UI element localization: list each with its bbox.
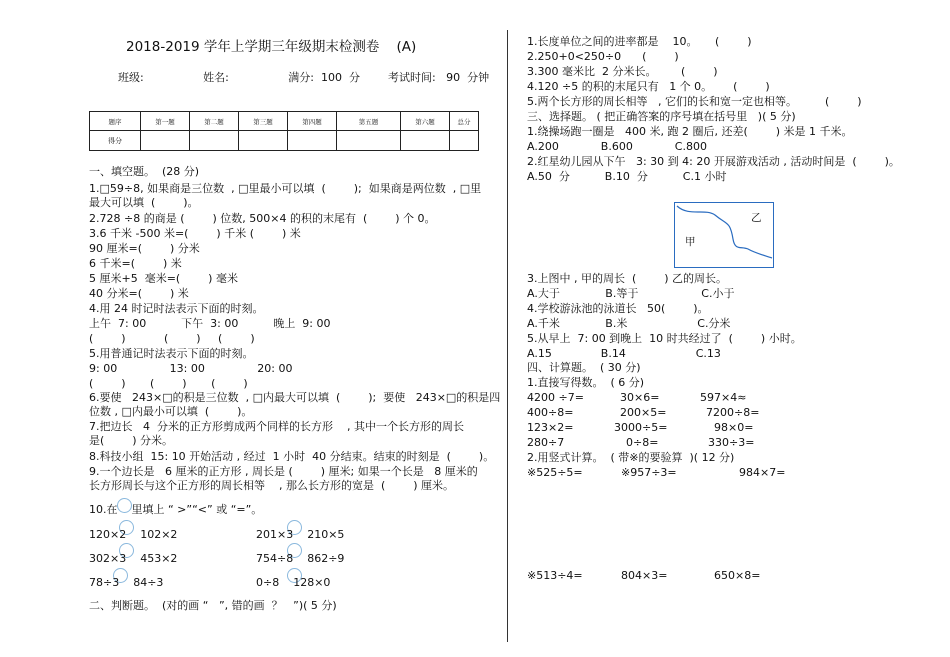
score-cell[interactable] <box>401 131 450 151</box>
score-header: 总分 <box>450 112 479 131</box>
compare-item: 120×2 102×2 <box>89 528 178 541</box>
section-heading: 一、填空题。 (28 分) <box>89 165 200 178</box>
region-label-jia: 甲 <box>685 236 696 248</box>
question-line: 是( ) 分米。 <box>89 434 174 447</box>
calc-item: 0÷8= <box>626 436 659 449</box>
question-line: 10.在 里填上 “ >”“<” 或 “=”。 <box>89 503 263 516</box>
calc-item: 400÷8= <box>527 406 574 419</box>
question-line: 1.□59÷8, 如果商是三位数 , □里最小可以填 ( ); 如果商是两位数 , □里 <box>89 182 482 195</box>
calc-item: 30×6= <box>620 391 660 404</box>
question-line: 7.把边长 4 分米的正方形剪成两个同样的长方形 , 其中一个长方形的周长 <box>89 420 464 433</box>
question-line: 1.直接写得数。 ( 6 分) <box>527 376 645 389</box>
question-line: 3.上图中 , 甲的周长 ( ) 乙的周长。 <box>527 272 728 285</box>
question-line: 2.250+0<250÷0 ( ) <box>527 50 679 63</box>
section-heading: 三、选择题。 ( 把正确答案的序号填在括号里 )( 5 分) <box>527 110 796 123</box>
calc-item: 330÷3= <box>708 436 755 449</box>
calc-item: 650×8= <box>714 569 761 582</box>
exam-info: 班级: 姓名: 满分: 100 分 考试时间: 90 分钟 <box>118 71 490 84</box>
score-header: 第四题 <box>288 112 337 131</box>
question-line: 4.用 24 时记时法表示下面的时刻。 <box>89 302 264 315</box>
question-line: 长方形周长与这个正方形的周长相等 , 那么长方形的宽是 ( ) 厘米。 <box>89 479 455 492</box>
calc-item: ※513÷4= <box>527 569 583 582</box>
question-line: 9.一个边长是 6 厘米的正方形 , 周长是 ( ) 厘米; 如果一个长是 8 厘米的 <box>89 465 478 478</box>
question-line: 5.两个长方形的周长相等 , 它们的长和宽一定也相等。 ( ) <box>527 95 862 108</box>
calc-item: 804×3= <box>621 569 668 582</box>
question-line: 5 厘米+5 毫米=( ) 毫米 <box>89 272 238 285</box>
calc-item: 98×0= <box>714 421 754 434</box>
column-divider <box>507 30 508 642</box>
question-line: 6.要使 243×□的积是三位数 , □内最大可以填 ( ); 要使 243×□的积是四 <box>89 391 501 404</box>
question-line: 1.绕操场跑一圈是 400 米, 跑 2 圈后, 还差( ) 米是 1 千米。 <box>527 125 853 138</box>
calc-item: 200×5= <box>620 406 667 419</box>
compare-item: 0÷8 128×0 <box>256 576 331 589</box>
score-row-label: 得分 <box>90 131 141 151</box>
score-cell[interactable] <box>190 131 239 151</box>
question-line: 40 分米=( ) 米 <box>89 287 189 300</box>
calc-item: 4200 ÷7= <box>527 391 584 404</box>
compare-item: 302×3 453×2 <box>89 552 178 565</box>
score-cell[interactable] <box>288 131 337 151</box>
question-line: A.15 B.14 C.13 <box>527 347 721 360</box>
calc-item: ※957÷3= <box>621 466 677 479</box>
exam-title: 2018-2019 学年上学期三年级期末检测卷 (A) <box>126 39 417 55</box>
calc-item: 984×7= <box>739 466 786 479</box>
question-line: A.大于 B.等于 C.小于 <box>527 287 735 300</box>
question-line: 2.红星幼儿园从下午 3: 30 到 4: 20 开展游戏活动 , 活动时间是 ( )。 <box>527 155 900 168</box>
calc-item: 3000÷5= <box>614 421 668 434</box>
score-cell[interactable] <box>141 131 190 151</box>
score-table <box>89 111 479 151</box>
question-line: ( ) ( ) ( ) <box>89 332 255 345</box>
score-header: 第二题 <box>190 112 239 131</box>
question-line: 4.学校游泳池的泳道长 50( )。 <box>527 302 709 315</box>
question-line: 5.从早上 7: 00 到晚上 10 时共经过了 ( ) 小时。 <box>527 332 802 345</box>
score-cell[interactable] <box>239 131 288 151</box>
compare-item: 754÷8 862÷9 <box>256 552 345 565</box>
score-header: 第六题 <box>401 112 450 131</box>
question-line: 5.用普通记时法表示下面的时刻。 <box>89 347 254 360</box>
score-header: 第一题 <box>141 112 190 131</box>
question-line: 3.300 毫米比 2 分米长。 ( ) <box>527 65 718 78</box>
question-line: 上午 7: 00 下午 3: 00 晚上 9: 00 <box>89 317 331 330</box>
question-line: A.200 B.600 C.800 <box>527 140 707 153</box>
question-line: 6 千米=( ) 米 <box>89 257 182 270</box>
section-heading: 四、计算题。 ( 30 分) <box>527 361 641 374</box>
question-line: A.50 分 B.10 分 C.1 小时 <box>527 170 727 183</box>
question-line: 8.科技小组 15: 10 开始活动 , 经过 1 小时 40 分结束。结束的时刻是 ( )。 <box>89 450 495 463</box>
question-line: 2.用竖式计算。 ( 带※的要验算 )( 12 分) <box>527 451 735 464</box>
question-line: 4.120 ÷5 的积的末尾只有 1 个 0。 ( ) <box>527 80 770 93</box>
score-header: 第三题 <box>239 112 288 131</box>
question-line: ( ) ( ) ( ) <box>89 377 248 390</box>
question-line: 2.728 ÷8 的商是 ( ) 位数, 500×4 的积的末尾有 ( ) 个 0。 <box>89 212 436 225</box>
question-line: 3.6 千米 -500 米=( ) 千米 ( ) 米 <box>89 227 301 240</box>
question-line: 位数 , □内最小可以填 ( )。 <box>89 405 253 418</box>
question-line: A.千米 B.米 C.分米 <box>527 317 731 330</box>
score-cell[interactable] <box>337 131 401 151</box>
score-cell[interactable] <box>450 131 479 151</box>
calc-item: 123×2= <box>527 421 574 434</box>
compare-item: 78÷3 84÷3 <box>89 576 164 589</box>
question-line: 1.长度单位之间的进率都是 10。 ( ) <box>527 35 752 48</box>
calc-item: ※525÷5= <box>527 466 583 479</box>
region-label-yi: 乙 <box>751 212 762 224</box>
calc-item: 597×4≈ <box>700 391 747 404</box>
calc-item: 7200÷8= <box>706 406 760 419</box>
question-line: 90 厘米=( ) 分米 <box>89 242 200 255</box>
section-heading: 二、判断题。 (对的画 “ ”, 错的画 ？ ”)( 5 分) <box>89 599 337 612</box>
compare-item: 201×3 210×5 <box>256 528 345 541</box>
perimeter-figure <box>674 202 774 268</box>
question-line: 9: 00 13: 00 20: 00 <box>89 362 293 375</box>
calc-item: 280÷7 <box>527 436 565 449</box>
score-header: 题序 <box>90 112 141 131</box>
score-header: 第五题 <box>337 112 401 131</box>
question-line: 最大可以填 ( )。 <box>89 196 199 209</box>
